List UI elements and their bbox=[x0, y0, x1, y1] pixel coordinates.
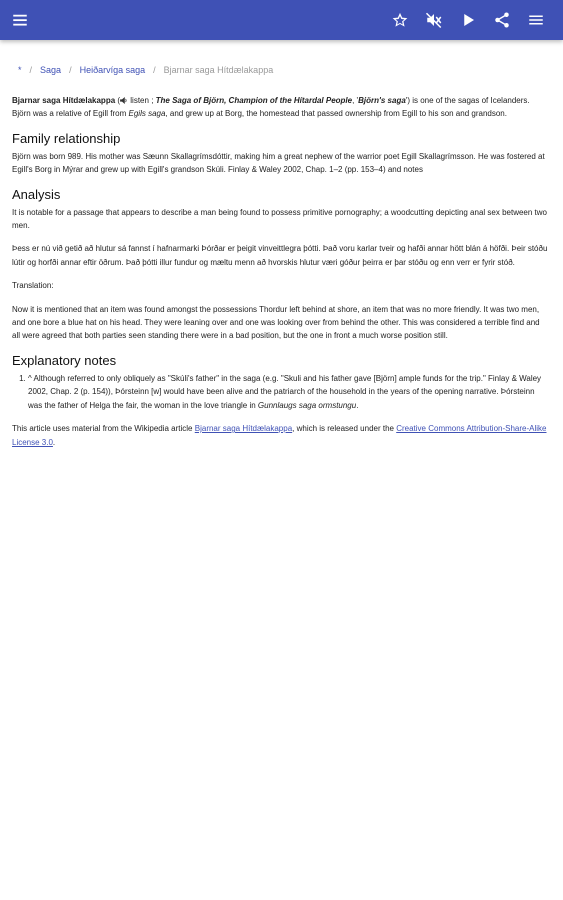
share-icon bbox=[493, 11, 511, 29]
wikipedia-article-link[interactable]: Bjarnar saga Hítdælakappa bbox=[194, 424, 293, 434]
breadcrumb bbox=[18, 64, 548, 78]
notes-list bbox=[12, 372, 548, 412]
reader-mode-button[interactable] bbox=[524, 8, 548, 32]
attribution-text-end: . bbox=[52, 437, 56, 447]
breadcrumb-item-saga[interactable]: Saga bbox=[40, 65, 62, 75]
note-italic-title: Gunnlaugs saga ormstungu bbox=[257, 400, 357, 410]
attribution-text-mid: , which is released under the bbox=[292, 424, 394, 434]
list-item bbox=[28, 372, 548, 412]
note-end: . bbox=[356, 400, 359, 410]
analysis-heading: Analysis bbox=[12, 186, 61, 202]
menu-button[interactable] bbox=[8, 8, 32, 32]
egils-saga-title: Egils saga bbox=[128, 109, 166, 119]
breadcrumb-separator: / bbox=[69, 65, 72, 75]
article-content bbox=[12, 40, 548, 459]
app-bar bbox=[0, 0, 563, 40]
attribution-text: This article uses material from the Wikipedia article bbox=[12, 424, 193, 434]
english-title: The Saga of Björn, Champion of the Hítardal People bbox=[155, 96, 353, 105]
intro-paragraph: Bjarnar saga Hítdælakappa ( listen ; The Saga of Björn, Champion of the Hítardal People, 'Björn's saga') is one of the sagas of Icelanders. Björn was a relative of Egill from Egils saga, and grew up at Borg, the homestead that passed ownership from Egill to his son and grandson. bbox=[12, 96, 530, 119]
translation-label: Translation: bbox=[12, 281, 54, 291]
explanatory-notes-heading: Explanatory notes bbox=[12, 352, 117, 368]
old-norse-quote: Þess er nú við getið að hlutur sá fannst í hafnarmarki Þórðar er þeigit vinveittlegra þótti. Það voru karlar tveir og hafði annar hött blán á höfði. Þeir stóðu lútir og horfði annar eftir öðrum. Það þótti illur fundur og mæltu menn að hvorskis hlutur væri góður þeirra er þar stóðu og enn verr er fyrir stóð. bbox=[12, 244, 548, 267]
family-paragraph: Björn was born 989. His mother was Sæunn Skallagrímsdóttir, making him a great nephew of the warrior poet Egill Skallagrímsson. He was fostered at Egill's Borg in Mýrar and grew up with Egill's grandson Skúli. Finlay & Waley 2002, Chap. 1–2 (pp. 153–4) and notes bbox=[12, 151, 545, 175]
speaker-icon[interactable] bbox=[120, 97, 128, 104]
short-title: Björn's saga bbox=[358, 96, 406, 105]
license-link[interactable]: Creative Commons Attribution-Share-Alike License 3.0 bbox=[12, 424, 547, 447]
translation-paragraph: Now it is mentioned that an item was found amongst the possessions Thordur left behind at shore, an item that was no more friendly. It was two men, and one bore a blue hat on his head. They were leaning over and one was looking over from behind the other. This was considered a terrible find and all were agreed that both parties seen standing there were in a bad position, but the one in front a much worse position still. bbox=[12, 304, 540, 341]
breadcrumb-home[interactable]: * bbox=[18, 65, 22, 75]
breadcrumb-separator: / bbox=[153, 65, 156, 75]
attribution-paragraph bbox=[12, 422, 548, 449]
reader-icon bbox=[527, 11, 545, 29]
family-relationship-heading: Family relationship bbox=[12, 130, 121, 146]
star-icon bbox=[391, 11, 409, 29]
breadcrumb-item-heidarviga-saga[interactable]: Heiðarvíga saga bbox=[79, 65, 146, 75]
play-icon bbox=[459, 11, 477, 29]
breadcrumb-current: Bjarnar saga Hítdælakappa bbox=[163, 65, 274, 75]
mute-icon bbox=[425, 11, 443, 29]
intro-text-end: , and grew up at Borg, the homestead that passed ownership from Egill to his son and grandson. bbox=[165, 109, 507, 119]
article-subject: Bjarnar saga Hítdælakappa bbox=[12, 96, 116, 105]
listen-link[interactable]: listen bbox=[130, 96, 149, 105]
play-button[interactable] bbox=[456, 8, 480, 32]
intro-text: is one of the sagas of Icelanders. Björn was a relative of Egill from bbox=[12, 96, 530, 119]
bookmark-button[interactable] bbox=[388, 8, 412, 32]
breadcrumb-separator: / bbox=[29, 65, 33, 75]
note-text: ^ Although referred to only obliquely as "Skúli's father" in the saga (e.g. "Skuli and his father gave [Björn] ample funds for the trip." Finlay & Waley 2002, Chap. 2 (p. 154)), Þórsteinn [w] would have been alive and the patriarch of the household in the years of the opening narrative. Þórsteinn was the father of Helga the fair, the woman in the love triangle in bbox=[28, 373, 542, 410]
mute-button[interactable] bbox=[422, 8, 446, 32]
hamburger-menu-icon bbox=[11, 11, 29, 29]
share-button[interactable] bbox=[490, 8, 514, 32]
analysis-paragraph-1: It is notable for a passage that appears to describe a man being found to possess primitive pornography; a woodcutting depicting anal sex between two men. bbox=[12, 207, 547, 231]
